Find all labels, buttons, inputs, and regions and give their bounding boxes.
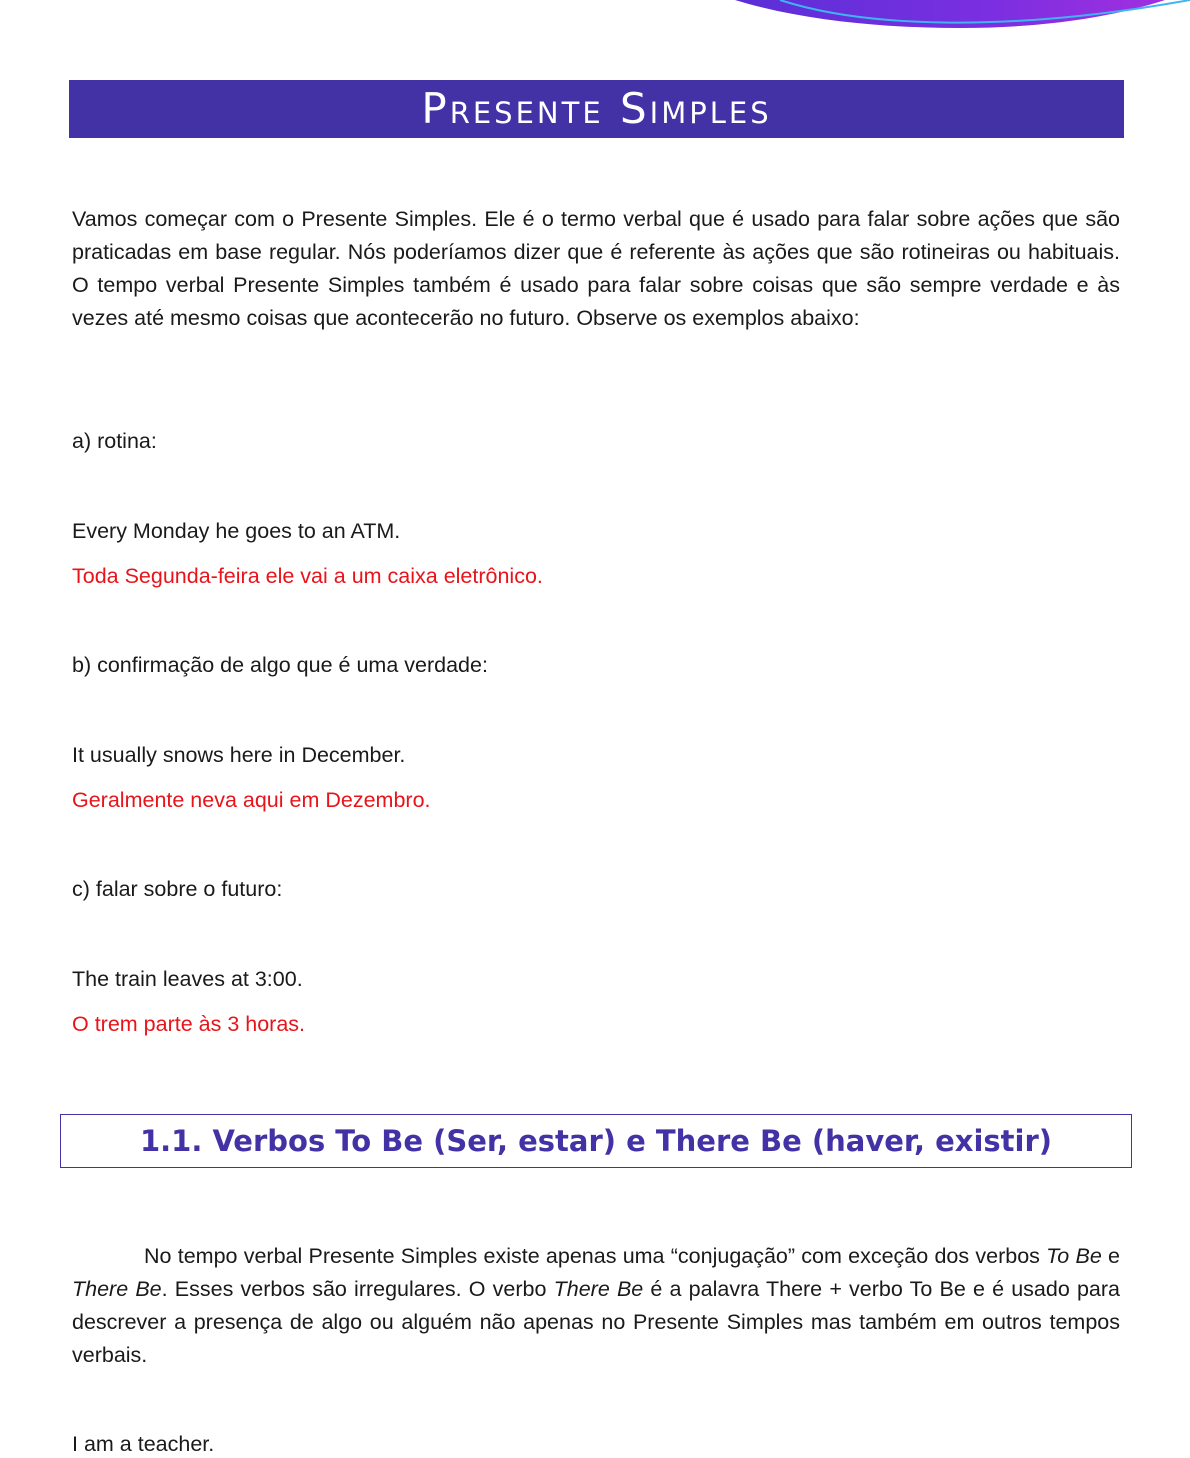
example-label-a: a) rotina: [72,429,157,453]
section-paragraph-part1: No tempo verbal Presente Simples existe apenas uma “conjugação” com exceção dos verbos [144,1244,1047,1268]
section-title: 1.1. Verbos To Be (Ser, estar) e There Be (haver, existir) [139,1123,1053,1158]
title-banner [69,80,1124,138]
section-heading-box [60,1114,1132,1168]
example-translation-a: Toda Segunda-feira ele vai a um caixa eletrônico. [72,564,543,588]
section-paragraph-em-there-be-2: There Be [553,1277,644,1301]
header-swoosh-decoration [0,0,1190,40]
section-paragraph-em-to-be: To Be [1046,1244,1102,1268]
section-paragraph-part2: e [1101,1244,1120,1268]
example-label-b: b) confirmação de algo que é uma verdade: [72,653,488,677]
example-english-b: It usually snows here in December. [72,743,406,767]
example-english-a: Every Monday he goes to an ATM. [72,519,401,543]
section-paragraph-part3: . Esses verbos são irregulares. O verbo [161,1277,554,1301]
intro-paragraph: Vamos começar com o Presente Simples. Ele é o termo verbal que é usado para falar sobre ações que são praticadas em base regular. Nós poderíamos dizer que é referente às ações que são rotineiras ou habituais. O tempo verbal Presente Simples também é usado para falar sobre coisas que são sempre verdade e às vezes até mesmo coisas que acontecerão no futuro. Observe os exemplos abaixo: [72,207,1120,330]
example-label-c: c) falar sobre o futuro: [72,877,283,901]
section-paragraph-part4: é a palavra There + verbo To Be e é usado para descrever a presença de algo ou alguém não apenas no Presente Simples mas também em outros tempos verbais. [72,1277,1120,1367]
page-title: Presente Simples [421,84,772,133]
example-translation-b: Geralmente neva aqui em Dezembro. [72,788,431,812]
section-paragraph-em-there-be: There Be [72,1277,162,1301]
example-english-c: The train leaves at 3:00. [72,967,303,991]
example-translation-c: O trem parte às 3 horas. [72,1012,306,1036]
section-paragraph [72,1240,1120,1372]
section-example: I am a teacher. [72,1432,215,1456]
